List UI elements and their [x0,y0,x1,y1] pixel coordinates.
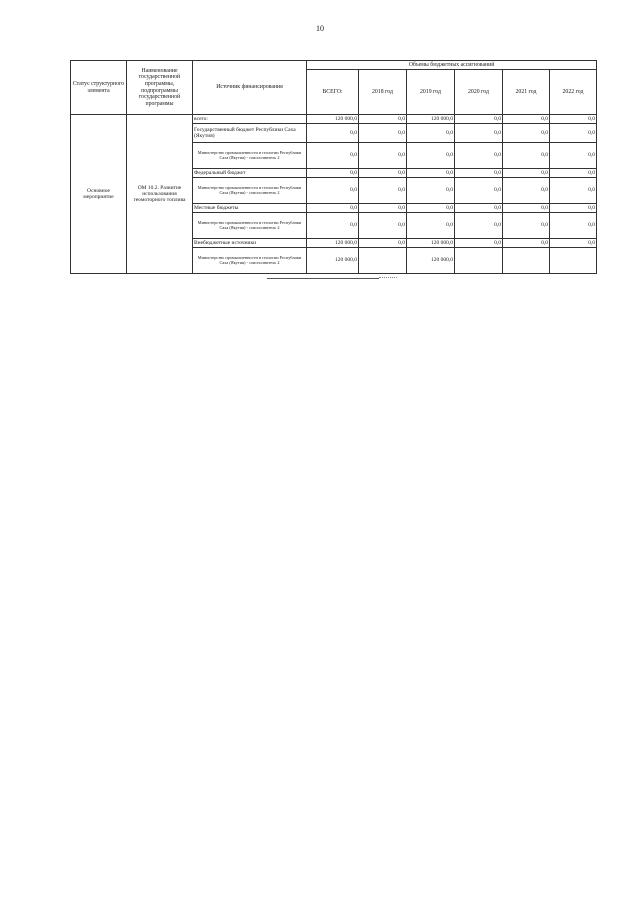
header-volumes: Объемы бюджетных ассигнований [307,61,597,70]
value-2020: 0,0 [455,239,503,248]
value-total: 0,0 [307,124,359,143]
value-2022 [550,248,597,274]
table-row-total [71,115,597,124]
header-year-2021: 2021 год [503,70,550,115]
value-2020: 0,0 [455,143,503,169]
source-cell: Местные бюджеты [193,204,307,213]
value-total: 120 000,0 [307,239,359,248]
value-total: 120 000,0 [307,248,359,274]
value-2019: 120 000,0 [407,248,455,274]
value-2019: 0,0 [407,213,455,239]
value-total: 0,0 [307,178,359,204]
value-2021: 0,0 [503,124,550,143]
value-2018: 0,0 [359,178,407,204]
header-year-2019: 2019 год [407,70,455,115]
value-2021: 0,0 [503,239,550,248]
header-source: Источник финансирования [193,61,307,115]
value-2020: 0,0 [455,213,503,239]
element-name: ОМ 10.2. Развитие использования геомоторного топлива [127,115,193,274]
value-total: 0,0 [307,169,359,178]
value-2021: 0,0 [503,178,550,204]
value-2021: 0,0 [503,115,550,124]
source-cell: Внебюджетные источники [193,239,307,248]
source-cell: Федеральный бюджет [193,169,307,178]
value-2019: 120 000,0 [407,239,455,248]
value-2019: 0,0 [407,169,455,178]
value-2018: 0,0 [359,115,407,124]
value-2019: 0,0 [407,204,455,213]
value-2020: 0,0 [455,169,503,178]
value-2021: 0,0 [503,204,550,213]
source-cell: Государственный бюджет Республики Саха (Якутия) [193,124,307,143]
value-2018: 0,0 [359,239,407,248]
value-2020: 0,0 [455,204,503,213]
value-2019: 0,0 [407,178,455,204]
value-2020 [455,248,503,274]
value-2018: 0,0 [359,124,407,143]
page-number: 10 [316,24,324,33]
value-2018: 0,0 [359,204,407,213]
value-2022: 0,0 [550,124,597,143]
header-year-2020: 2020 год [455,70,503,115]
value-2020: 0,0 [455,124,503,143]
value-2019: 120 000,0 [407,115,455,124]
value-2018: 0,0 [359,169,407,178]
element-status: Основное мероприятие [71,115,127,274]
value-2018: 0,0 [359,213,407,239]
source-cell: Министерство промышленности и геологии Республики Саха (Якутия) - соисполнитель 2 [193,213,307,239]
source-cell: Министерство промышленности и геологии Республики Саха (Якутия) - соисполнитель 2 [193,178,307,204]
header-program-name: Наименование государственной программы, подпрограммы государственной программы [127,61,193,115]
value-2022: 0,0 [550,204,597,213]
financing-table [70,60,597,274]
value-total: 0,0 [307,213,359,239]
value-2021: 0,0 [503,169,550,178]
value-2022: 0,0 [550,178,597,204]
source-cell: Министерство промышленности и геологии Республики Саха (Якутия) - соисполнитель 2 [193,143,307,169]
header-year-2022: 2022 год [550,70,597,115]
source-cell: всего: [193,115,307,124]
value-2018 [359,248,407,274]
value-2022: 0,0 [550,239,597,248]
value-2020: 0,0 [455,115,503,124]
value-2022: 0,0 [550,213,597,239]
header-total: ВСЕГО: [307,70,359,115]
value-total: 0,0 [307,204,359,213]
footer-separator-dots [379,277,397,278]
value-2019: 0,0 [407,143,455,169]
value-2021: 0,0 [503,143,550,169]
value-2022: 0,0 [550,115,597,124]
value-total: 120 000,0 [307,115,359,124]
value-2021: 0,0 [503,213,550,239]
value-2022: 0,0 [550,143,597,169]
value-2021 [503,248,550,274]
source-cell: Министерство промышленности и геологии Республики Саха (Якутия) - соисполнитель 2 [193,248,307,274]
value-2020: 0,0 [455,178,503,204]
value-2018: 0,0 [359,143,407,169]
footer-separator-line [267,278,379,279]
value-2019: 0,0 [407,124,455,143]
header-status: Статус структурного элемента [71,61,127,115]
value-2022: 0,0 [550,169,597,178]
header-year-2018: 2018 год [359,70,407,115]
value-total: 0,0 [307,143,359,169]
